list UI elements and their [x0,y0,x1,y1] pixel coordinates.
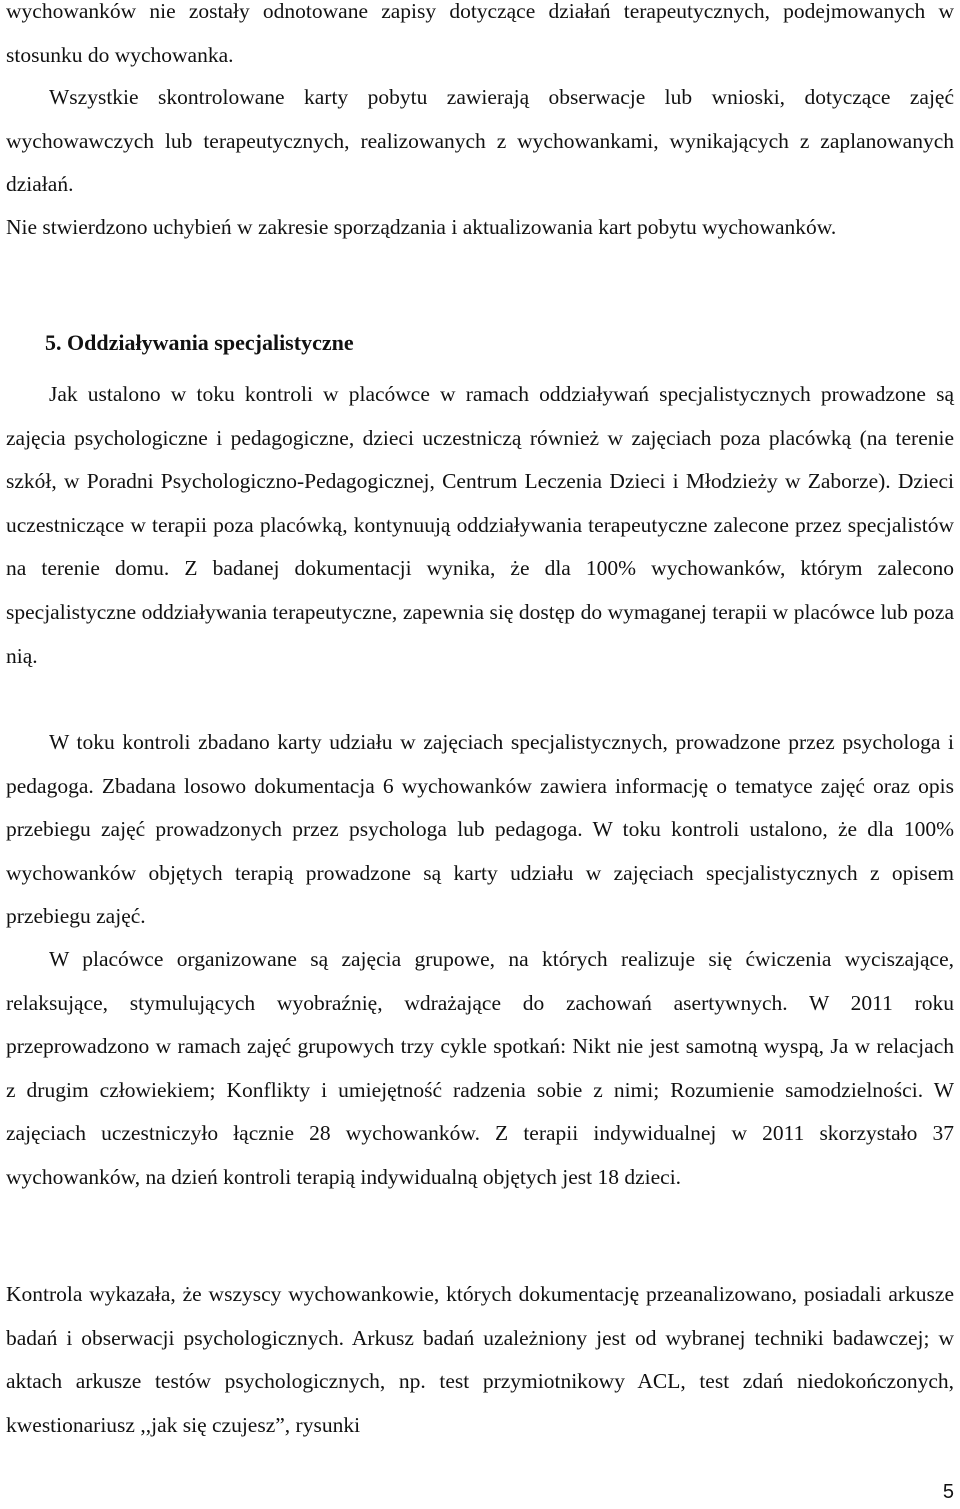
paragraph-brak-uchybien: Nie stwierdzono uchybień w zakresie sporządzania i aktualizowania kart pobytu wychowanków. [6,215,837,239]
paragraph-arkusze-badan: Kontrola wykazała, że wszyscy wychowankowie, których dokumentację przeanalizowano, posiadali arkusze badań i obserwacji psychologicznych. Arkusz badań uzależniony jest od wybranej techniki badawczej; w aktach arkusze testów psychologicznych, np. test przymiotnikowy ACL, test zdań niedokończonych, kwestionariusz ,,jak się czujesz”, rysunki [6,1282,954,1437]
paragraph-skontrolowane-karty: Wszystkie skontrolowane karty pobytu zawierają obserwacje lub wnioski, dotyczące zajęć wychowawczych lub terapeutycznych, realizowanych z wychowankami, wynikających z zaplanowanych działań. [6,85,954,197]
section-heading: 5. Oddziaływania specjalistyczne [45,330,354,355]
paragraph-karty-pobytu-intro: wychowanków nie zostały odnotowane zapisy dotyczące działań terapeutycznych, podejmowanych w stosunku do wychowanka. [6,0,954,67]
paragraph-oddzialywania: Jak ustalono w toku kontroli w placówce w ramach oddziaływań specjalistycznych prowadzone są zajęcia psychologiczne i pedagogiczne, dzieci uczestniczą również w zajęciach poza placówką (na terenie szkół, w Poradni Psychologiczno-Pedagogicznej, Centrum Leczenia Dzieci i Młodzieży w Zaborze). Dzieci uczestniczące w terapii poza placówką, kontynuują oddziaływania terapeutyczne zalecone przez specjalistów na terenie domu. Z badanej dokumentacji wynika, że dla 100% wychowanków, którym zalecono specjalistyczne oddziaływania terapeutyczne, zapewnia się dostęp do wymaganej terapii w placówce lub poza nią. [6,382,954,668]
paragraph-karty-udzialu: W toku kontroli zbadano karty udziału w zajęciach specjalistycznych, prowadzone przez psychologa i pedagoga. Zbadana losowo dokumentacja 6 wychowanków zawiera informację o tematyce zajęć oraz opis przebiegu zajęć prowadzonych przez psychologa lub pedagoga. W toku kontroli ustalono, że dla 100% wychowanków objętych terapią prowadzone są karty udziału w zajęciach specjalistycznych z opisem przebiegu zajęć. [6,730,954,929]
page-number: 5 [942,1481,954,1503]
paragraph-zajecia-grupowe: W placówce organizowane są zajęcia grupowe, na których realizuje się ćwiczenia wyciszające, relaksujące, stymulujących wyobraźnię, wdrażające do zachowań asertywnych. W 2011 roku przeprowadzono w ramach zajęć grupowych trzy cykle spotkań: Nikt nie jest samotną wyspą, Ja w relacjach z drugim człowiekiem; Konflikty i umiejętność radzenia sobie z nimi; Rozumienie samodzielności. W zajęciach uczestniczyło łącznie 28 wychowanków. Z terapii indywidualnej w 2011 skorzystało 37 wychowanków, na dzień kontroli terapią indywidualną objętych jest 18 dzieci. [6,947,954,1189]
